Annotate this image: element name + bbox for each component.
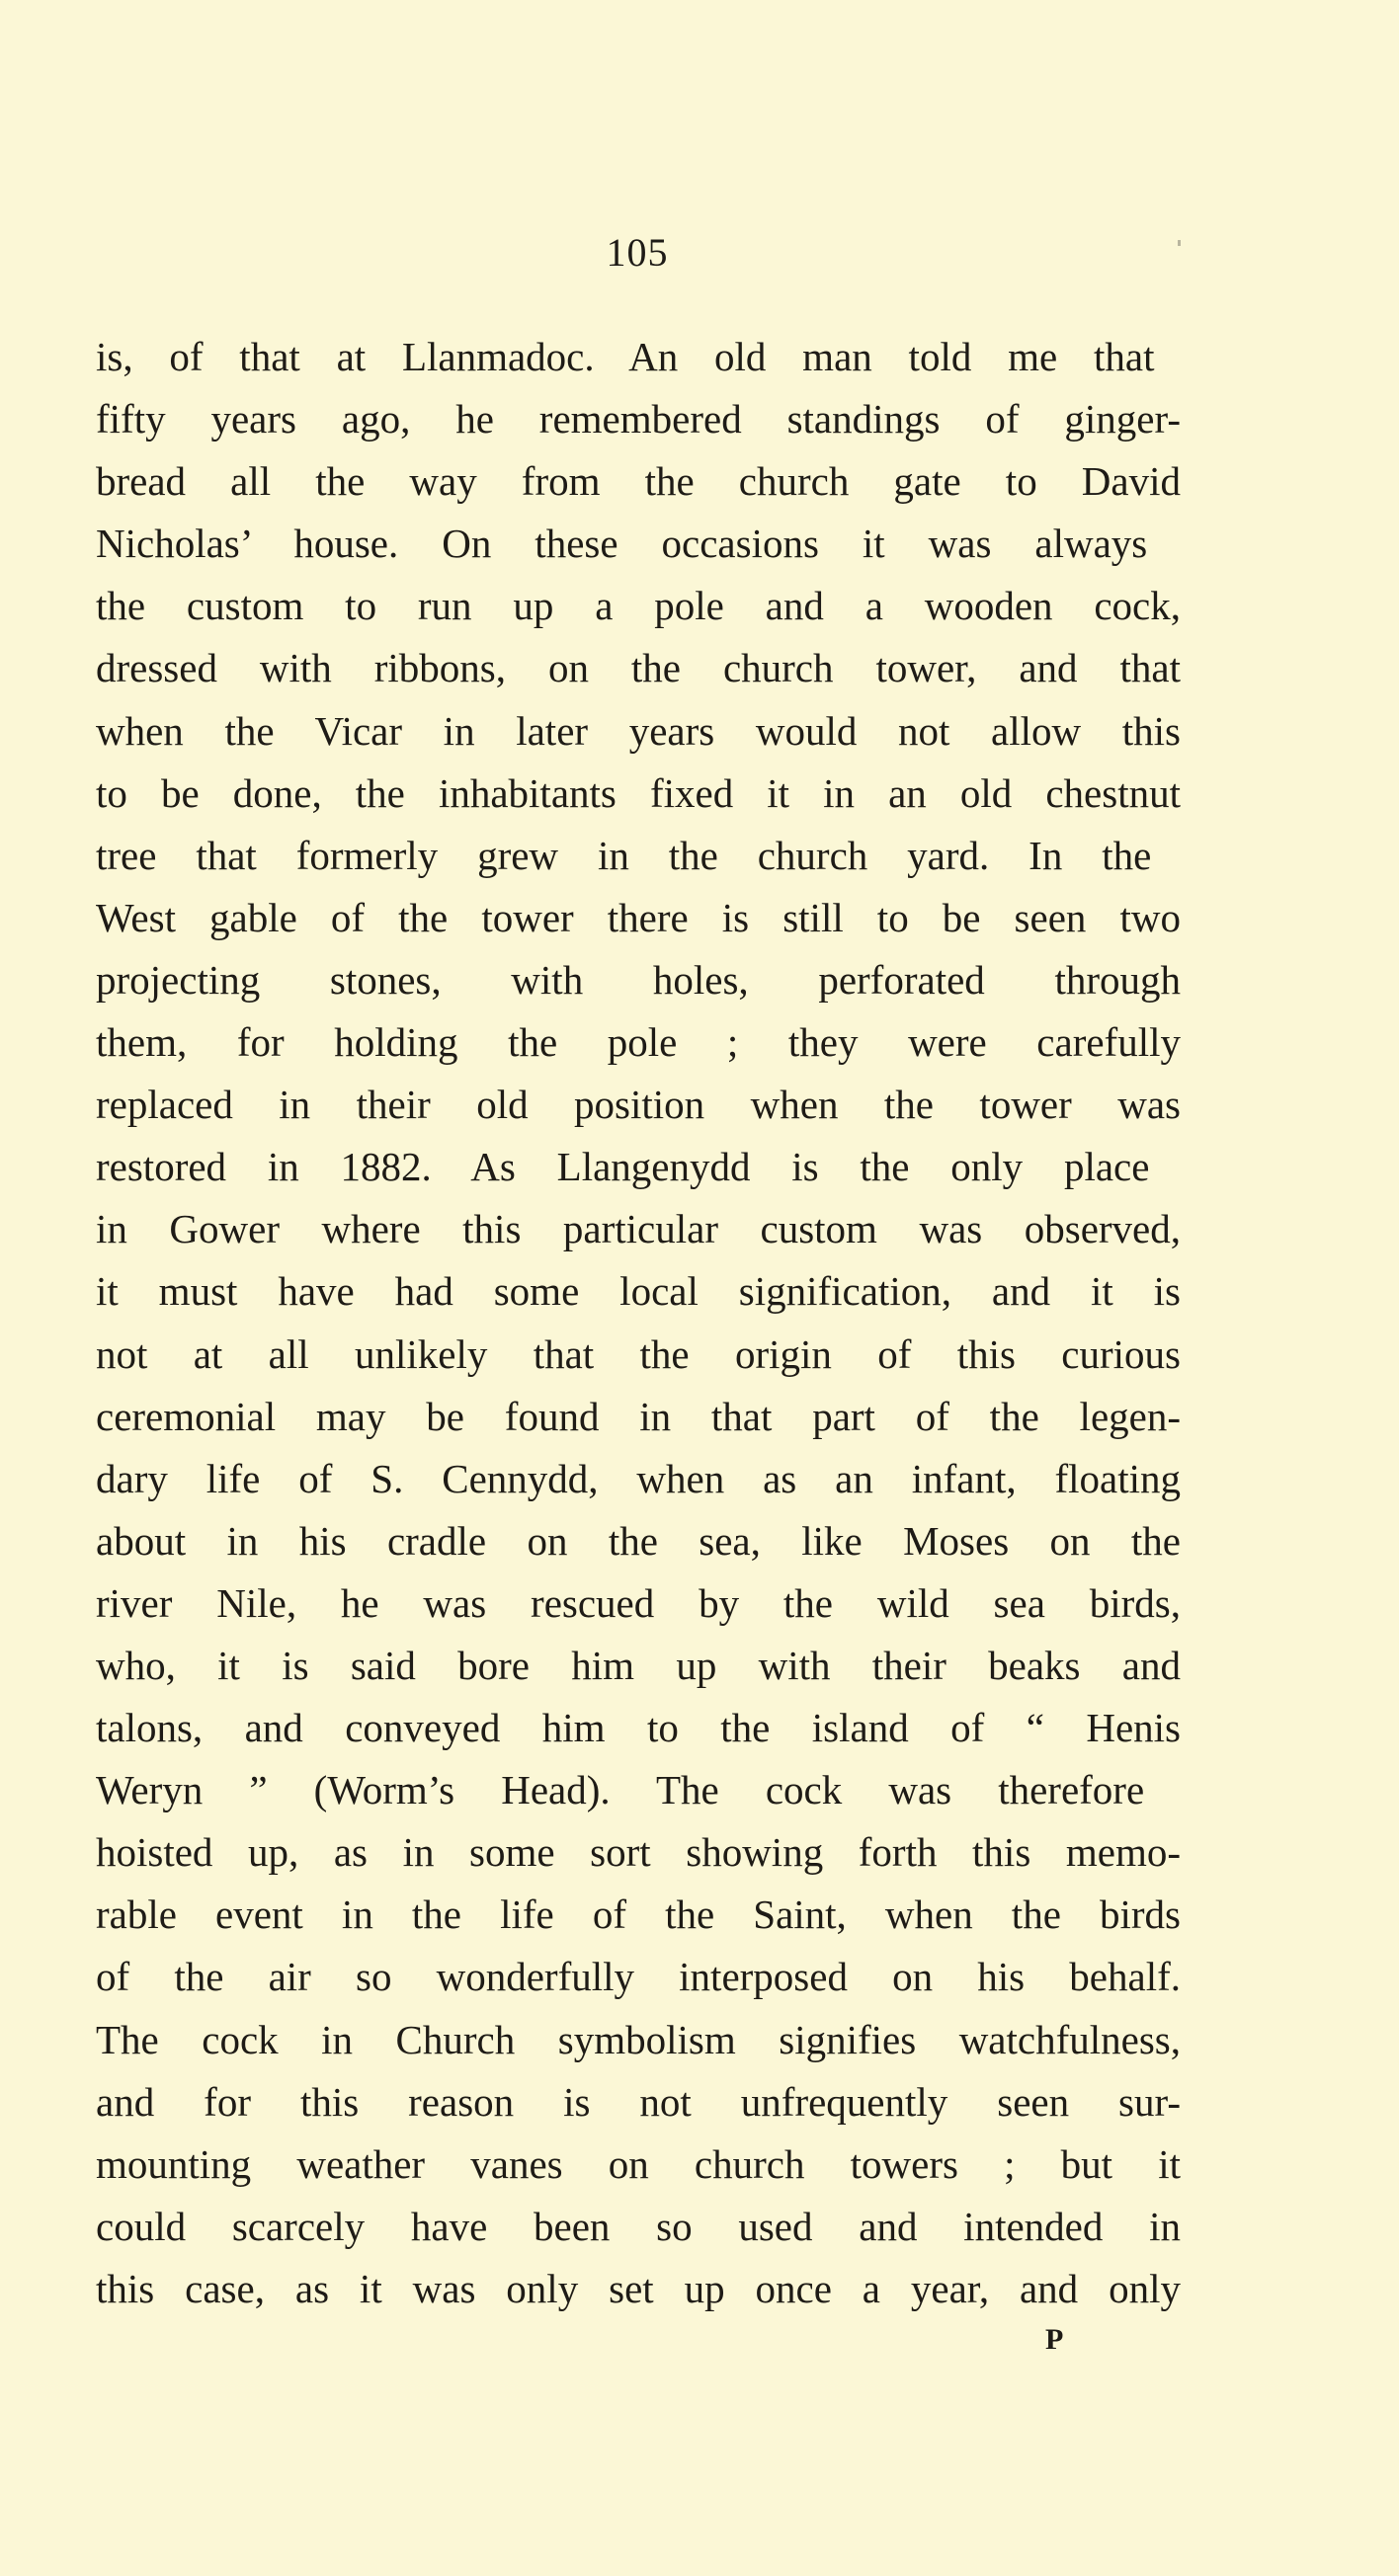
- text-line: river Nile, he was rescued by the wild sea birds,: [96, 1579, 1181, 1626]
- signature-mark: P: [1045, 2323, 1065, 2356]
- text-line: fifty years ago, he remembered standings of ginger-: [96, 396, 1181, 443]
- text-line: Weryn ” (Worm’s Head). The cock was therefore: [96, 1767, 1145, 1813]
- text-line: and for this reason is not unfrequently seen sur-: [96, 2078, 1181, 2125]
- text-line: The cock in Church symbolism signifies watchfulness,: [96, 2016, 1181, 2062]
- text-line: could scarcely have been so used and intended in: [96, 2203, 1181, 2249]
- text-line: this case, as it was only set up once a year, and only: [96, 2265, 1181, 2311]
- text-line: dary life of S. Cennydd, when as an infant, floating: [96, 1455, 1181, 1501]
- text-line: tree that formerly grew in the church yard. In the: [96, 832, 1152, 878]
- text-line: in Gower where this particular custom was observed,: [96, 1206, 1181, 1252]
- page-number: 105: [606, 230, 669, 275]
- text-line: not at all unlikely that the origin of this curious: [96, 1330, 1181, 1377]
- text-line: them, for holding the pole ; they were carefully: [96, 1019, 1181, 1066]
- text-line: when the Vicar in later years would not allow this: [96, 707, 1181, 754]
- text-line: mounting weather vanes on church towers ; but it: [96, 2140, 1181, 2187]
- text-line: about in his cradle on the sea, like Moses on the: [96, 1517, 1181, 1564]
- text-line: ceremonial may be found in that part of the legen-: [96, 1393, 1181, 1439]
- body-text: [96, 326, 1181, 2320]
- text-line: the custom to run up a pole and a wooden cock,: [96, 583, 1181, 629]
- text-line: who, it is said bore him up with their beaks and: [96, 1642, 1181, 1688]
- text-line: Nicholas’ house. On these occasions it was always: [96, 521, 1148, 567]
- text-line: restored in 1882. As Llangenydd is the only place: [96, 1144, 1150, 1190]
- text-line: projecting stones, with holes, perforated through: [96, 956, 1181, 1003]
- text-line: hoisted up, as in some sort showing forth this memo-: [96, 1829, 1181, 1876]
- text-line: bread all the way from the church gate to David: [96, 458, 1181, 505]
- text-line: it must have had some local signification, and it is: [96, 1268, 1181, 1315]
- text-line: West gable of the tower there is still to be seen two: [96, 894, 1181, 940]
- text-line: to be done, the inhabitants fixed it in an old chestnut: [96, 769, 1181, 816]
- text-line: dressed with ribbons, on the church tower, and that: [96, 645, 1181, 691]
- text-line: rable event in the life of the Saint, when the birds: [96, 1892, 1181, 1938]
- text-line: is, of that at Llanmadoc. An old man told me that: [96, 334, 1155, 379]
- text-line: replaced in their old position when the tower was: [96, 1082, 1181, 1128]
- text-line: of the air so wonderfully interposed on his behalf.: [96, 1954, 1181, 2000]
- text-line: talons, and conveyed him to the island of “ Henis: [96, 1705, 1181, 1751]
